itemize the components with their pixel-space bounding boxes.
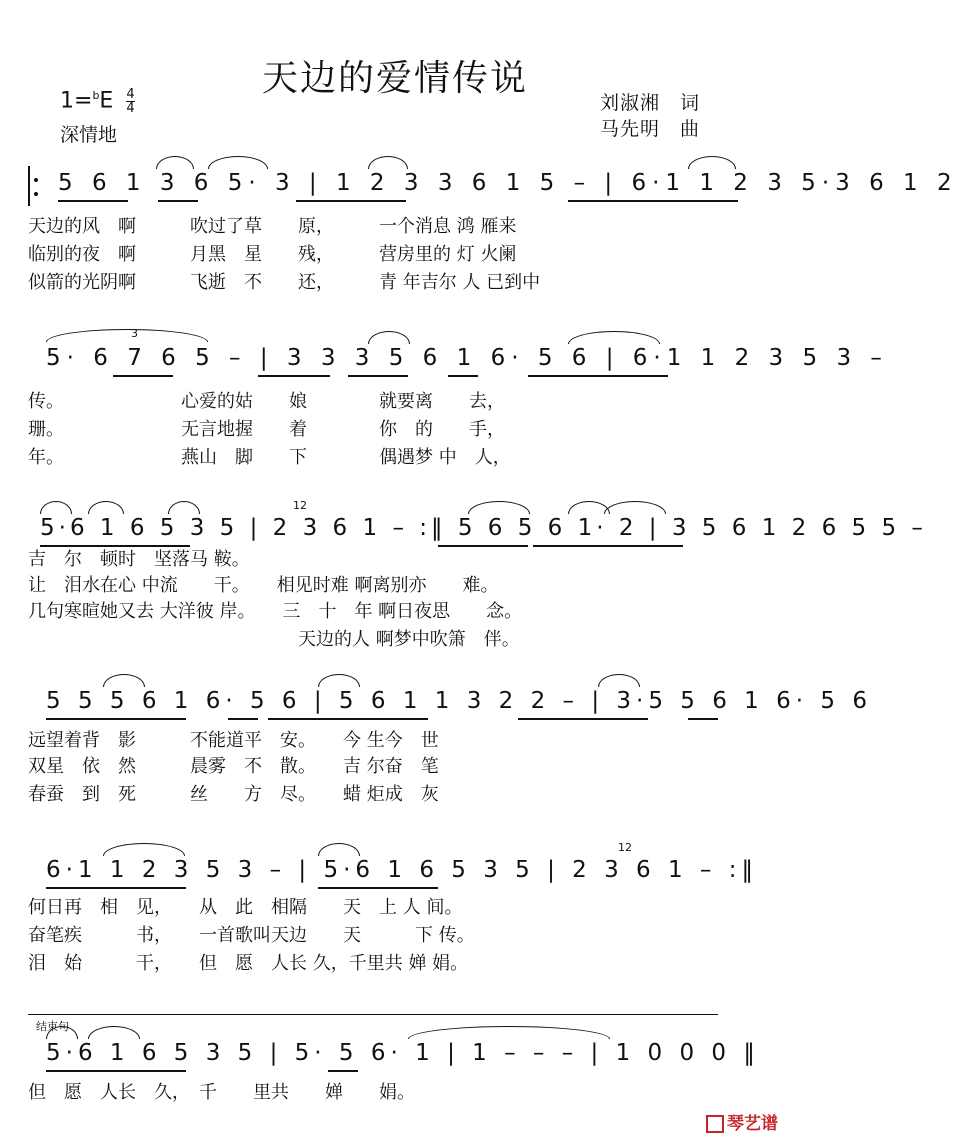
notes-text: 5·6 1 6 5 3 5 | 5· 5 6· 1 | 1 – – – | 1 0 0 0 ‖ bbox=[46, 1040, 760, 1066]
logo-icon bbox=[706, 1115, 724, 1133]
notes-text: 5 6 1 3 6 5· 3 | 1 2 3 3 6 1 5 – | 6·1 1 2 3 5·3 6 1 2 bbox=[58, 170, 958, 196]
lyric-verse-2: 临别的夜 啊 月黑 星 残， 营房里的 灯 火阑 bbox=[28, 244, 517, 265]
lyric-verse-1: 传。 心爱的姑 娘 就要离 去， bbox=[28, 391, 505, 412]
lyric-verse-1: 何日再 相 见， 从 此 相隔 天 上 人 间。 bbox=[28, 897, 463, 918]
key-note: E bbox=[99, 88, 114, 114]
notes-text: 5· 6 7 6 5 – | 3 3 3 5 6 1 6· 5 6 | 6·1 1 2 3 5 3 – bbox=[46, 345, 888, 371]
lyric-verse-3: 年。 燕山 脚 下 偶遇梦 中 人， bbox=[28, 447, 511, 468]
time-signature bbox=[126, 88, 134, 115]
lyric-verse-1: 但 愿 人长 久， 千 里共 婵 娟。 bbox=[28, 1082, 415, 1103]
flat-sign: b bbox=[92, 89, 100, 103]
lyric-verse-3: 泪 始 干， 但 愿 人长 久，千里共 婵 娟。 bbox=[28, 953, 469, 974]
lyric-verse-3: 几句寒暄她又去 大洋彼 岸。 三 十 年 啊日夜思 念。 bbox=[28, 601, 523, 622]
notation-line bbox=[28, 327, 888, 385]
watermark-logo bbox=[706, 1109, 778, 1134]
notes-text: 5 5 5 6 1 6· 5 6 | 5 6 1 1 3 2 2 – | 3·5 5 6 1 6· 5 6 bbox=[46, 688, 872, 714]
notation-line bbox=[28, 841, 758, 897]
notation-line bbox=[28, 170, 958, 210]
lyric-verse-3: 春蚕 到 死 丝 方 尽。 蜡 炬成 灰 bbox=[28, 784, 439, 805]
ending-label: 结束句 bbox=[36, 1020, 69, 1033]
composer-credit: 马先明 曲 bbox=[600, 118, 701, 140]
lyric-verse-3: 似箭的光阴啊 飞逝 不 还， 青 年吉尔 人 已到中 bbox=[28, 272, 541, 293]
time-bottom: 4 bbox=[126, 101, 135, 116]
watermark-text: 琴艺谱 bbox=[727, 1114, 778, 1134]
lyric-verse-2: 让 泪水在心 中流 干。 相见时难 啊离别亦 难。 bbox=[28, 575, 499, 596]
key-signature bbox=[60, 88, 135, 115]
grace-note: 12 bbox=[293, 499, 307, 512]
notes-text: 5·6 1 6 5 3 5 | 2 3 6 1 – :‖ 5 6 5 6 1· 2 | 3 5 6 1 2 6 5 5 – bbox=[40, 515, 927, 541]
key-prefix: 1= bbox=[60, 88, 93, 114]
lyricist-credit: 刘淑湘 词 bbox=[600, 92, 701, 114]
lyric-verse-2: 珊。 无言地握 着 你 的 手， bbox=[28, 419, 505, 440]
lyric-verse-1: 吉 尔 顿时 坚落马 鞍。 bbox=[28, 549, 250, 570]
triplet-mark: 3 bbox=[131, 327, 138, 340]
tempo-marking: 深情地 bbox=[60, 124, 118, 146]
notation-line bbox=[28, 688, 872, 728]
notation-line bbox=[28, 1040, 760, 1080]
lyric-verse-2: 奋笔疾 书， 一首歌叫天边 天 下 传。 bbox=[28, 925, 475, 946]
lyric-verse-1: 远望着背 影 不能道平 安。 今 生今 世 bbox=[28, 730, 439, 751]
lyric-verse-4: 天边的人 啊梦中吹箫 伴。 bbox=[28, 629, 520, 650]
notes-text: 6·1 1 2 3 5 3 – | 5·6 1 6 5 3 5 | 2 3 6 1 – :‖ bbox=[46, 857, 758, 883]
page-title: 天边的爱情传说 bbox=[261, 58, 528, 99]
lyric-verse-2: 双星 依 然 晨雾 不 散。 吉 尔奋 笔 bbox=[28, 756, 439, 777]
grace-note: 12 bbox=[618, 841, 632, 854]
lyric-verse-1: 天边的风 啊 吹过了草 原， 一个消息 鸿 雁来 bbox=[28, 216, 517, 237]
time-top: 4 bbox=[126, 87, 135, 102]
